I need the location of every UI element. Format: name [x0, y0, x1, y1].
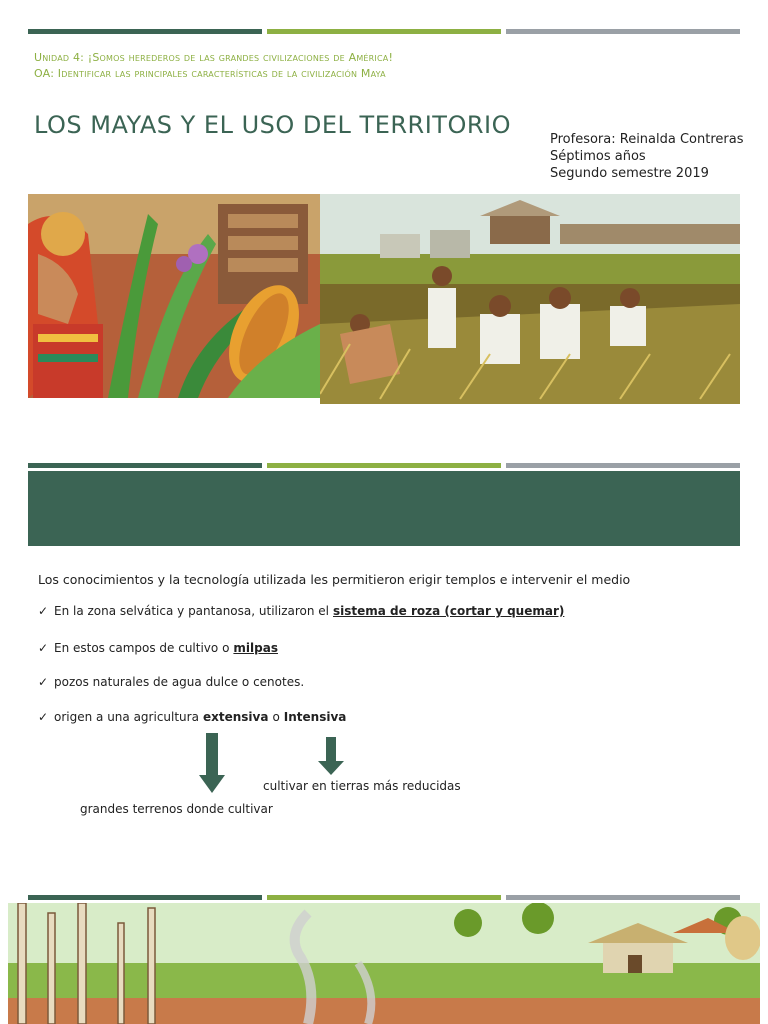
- list-item: [38, 604, 564, 618]
- oa-line: OA: Identificar las principales características de la civilización Maya: [34, 66, 386, 80]
- list-item-text: origen a una agricultura: [54, 710, 199, 724]
- extensive-note: grandes terrenos donde cultivar: [80, 802, 273, 816]
- check-icon: ✓: [38, 641, 49, 655]
- bottom-bar-gray: [506, 895, 740, 900]
- list-item: [38, 641, 278, 655]
- teacher-info: [550, 131, 743, 182]
- semester-label: Segundo semestre 2019: [550, 166, 709, 181]
- intensiva-label: Intensiva: [283, 710, 347, 724]
- page-title: LOS MAYAS Y EL USO DEL TERRITORIO: [34, 111, 511, 139]
- extensiva-label: extensiva: [202, 710, 269, 724]
- village-illustration: [8, 903, 760, 1024]
- grade-label: Séptimos años: [550, 149, 646, 164]
- list-item: [38, 675, 304, 689]
- check-icon: ✓: [38, 710, 49, 724]
- mid-bar-gray: [506, 463, 740, 468]
- list-item-emphasis: milpas: [233, 641, 278, 655]
- intro-text: Los conocimientos y la tecnología utilizada les permitieron erigir templos e intervenir el medio: [38, 572, 631, 587]
- maya-corn-illustration: [28, 194, 320, 398]
- bottom-bar-green: [28, 895, 262, 900]
- title-banner: [28, 471, 740, 546]
- mid-bar-lime: [267, 463, 501, 468]
- top-bar-lime: [267, 29, 501, 34]
- check-icon: ✓: [38, 604, 49, 618]
- teacher-name: Profesora: Reinalda Contreras: [550, 132, 744, 147]
- list-item-emphasis: sistema de roza (cortar y quemar): [333, 604, 565, 618]
- list-item-text: pozos naturales de agua dulce o cenotes.: [54, 675, 305, 689]
- mid-bar-green: [28, 463, 262, 468]
- maya-farming-illustration: [320, 194, 740, 404]
- bottom-bar-lime: [267, 895, 501, 900]
- arrow-down-icon: [318, 737, 344, 777]
- list-item: [38, 710, 346, 724]
- top-bar-green: [28, 29, 262, 34]
- check-icon: ✓: [38, 675, 49, 689]
- arrow-down-icon: [199, 733, 225, 795]
- list-item-text: En la zona selvática y pantanosa, utilizaron el: [54, 604, 329, 618]
- unit-subtitle: [34, 50, 734, 82]
- connector-text: o: [272, 710, 280, 724]
- list-item-text: En estos campos de cultivo o: [54, 641, 230, 655]
- unit-line: Unidad 4: ¡Somos herederos de las grandes civilizaciones de América!: [34, 51, 394, 64]
- intensive-note: cultivar en tierras más reducidas: [263, 779, 461, 793]
- top-bar-gray: [506, 29, 740, 34]
